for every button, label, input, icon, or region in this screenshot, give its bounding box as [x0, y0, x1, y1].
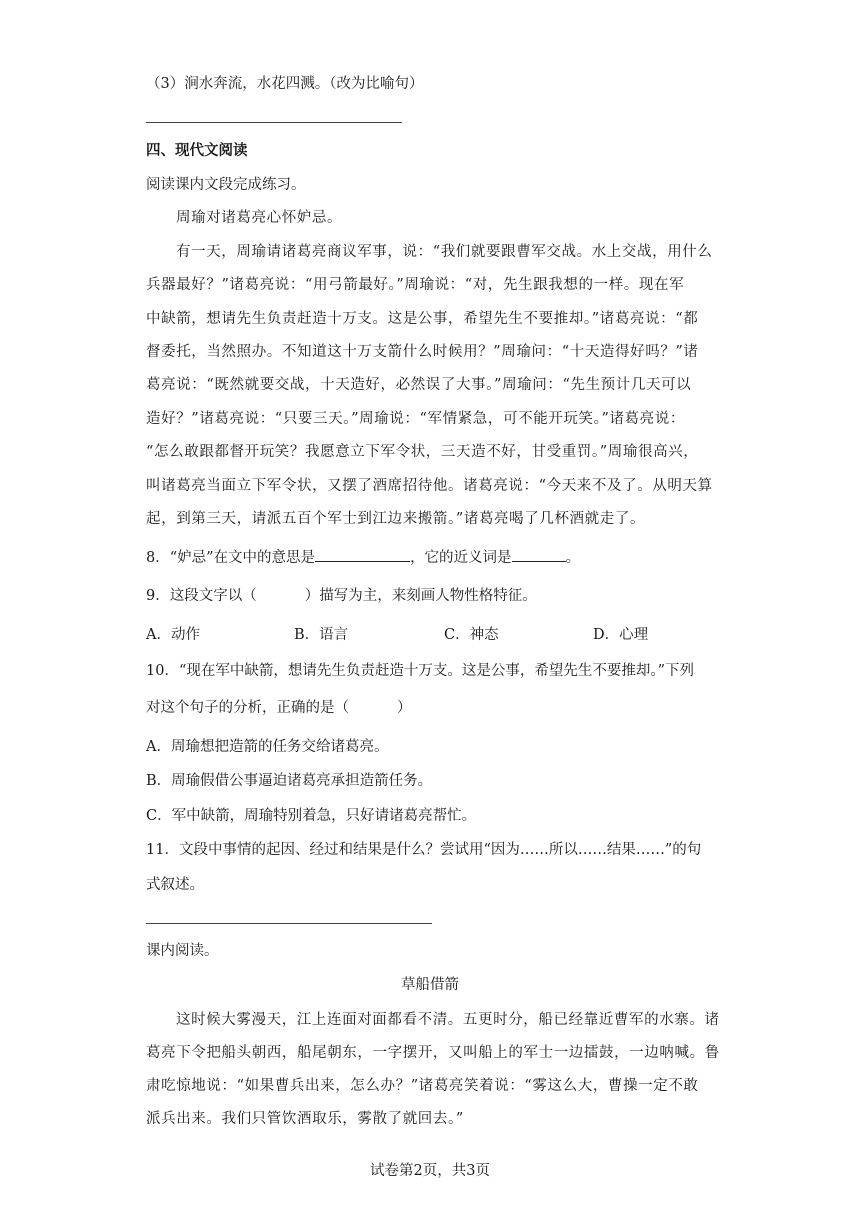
- question-10-line2: [146, 698, 412, 718]
- question-8-text: 8．“妒忌”在文中的意思是: [146, 550, 316, 566]
- answer-line[interactable]: [146, 923, 432, 924]
- question-10-text: ）: [397, 700, 412, 716]
- passage-line: 中缺箭，想请先生负责赶造十万支。这是公事，希望先生不要推却。”诸葛亮说：“都: [146, 311, 699, 327]
- question-8-text: 。: [565, 550, 581, 566]
- question-9-text: 9．这段文字以（: [146, 588, 257, 604]
- question-11-line2: 式叙述。: [146, 877, 204, 893]
- passage-line: 周瑜对诸葛亮心怀妒忌。: [176, 210, 343, 226]
- option-a[interactable]: A．动作: [146, 627, 200, 643]
- passage-line: 派兵出来。我们只管饮酒取乐，雾散了就回去。”: [146, 1111, 464, 1127]
- question-9: [146, 586, 537, 606]
- instruction: 阅读课内文段完成练习。: [146, 177, 306, 193]
- question-10-text: 对这个句子的分析，正确的是（: [146, 700, 349, 716]
- page-footer: 试卷第2页，共3页: [370, 1163, 490, 1179]
- option-b[interactable]: B．语言: [294, 627, 349, 643]
- question-10-line1: 10．“现在军中缺箭，想请先生负责赶造十万支。这是公事，希望先生不要推却。”下列: [146, 663, 695, 679]
- question-9-text: ）描写为主，来刻画人物性格特征。: [304, 588, 537, 604]
- passage-line: 起，到第三天，请派五百个军士到江边来搬箭。”诸葛亮喝了几杯酒就走了。: [146, 511, 646, 527]
- passage-line: “怎么敢跟都督开玩笑？我愿意立下军令状，三天造不好，甘受重罚。”周瑜很高兴，: [146, 444, 699, 460]
- passage-line: 肃吃惊地说：“如果曹兵出来，怎么办？”诸葛亮笑着说：“雾这么大，曹操一定不敢: [146, 1078, 699, 1094]
- instruction: 课内阅读。: [146, 943, 219, 959]
- question-8-text: ，它的近义词是: [410, 550, 512, 566]
- question-8: [146, 547, 580, 568]
- passage-title: 草船借箭: [401, 977, 459, 993]
- question-11-line1: 11．文段中事情的起因、经过和结果是什么？尝试用“因为……所以……结果……”的句: [146, 842, 702, 858]
- passage-line: 兵器最好？”诸葛亮说：“用弓箭最好。”周瑜说：“对，先生跟我想的一样。现在军: [146, 277, 685, 293]
- passage-line: 督委托，当然照办。不知道这十万支箭什么时候用？”周瑜问：“十天造得好吗？”诸: [146, 344, 699, 360]
- answer-blank[interactable]: [315, 547, 410, 562]
- passage-line: 叫诸葛亮当面立下军令状，又摆了酒席招待他。诸葛亮说：“今天来不及了。从明天算: [146, 478, 713, 494]
- passage-line: 葛亮说：“既然就要交战，十天造好，必然误了大事。”周瑜问：“先生预计几天可以: [146, 377, 692, 393]
- option-b[interactable]: B．周瑜假借公事逼迫诸葛亮承担造箭任务。: [146, 773, 433, 789]
- passage-line: 这时候大雾漫天，江上连面对面都看不清。五更时分，船已经靠近曹军的水寨。诸: [176, 1012, 720, 1028]
- option-a[interactable]: A．周瑜想把造箭的任务交给诸葛亮。: [146, 739, 389, 755]
- question-9-options: [146, 625, 706, 645]
- question-3-item: （3）涧水奔流，水花四溅。（改为比喻句）: [146, 76, 424, 92]
- passage-line: 造好？”诸葛亮说：“只要三天。”周瑜说：“军情紧急，可不能开玩笑。”诸葛亮说：: [146, 411, 685, 427]
- answer-blank[interactable]: [512, 547, 566, 562]
- passage-line: 有一天，周瑜请诸葛亮商议军事，说：“我们就要跟曹军交战。水上交战，用什么: [176, 244, 713, 260]
- answer-line[interactable]: [146, 122, 402, 123]
- option-d[interactable]: D．心理: [593, 627, 649, 643]
- option-c[interactable]: C．军中缺箭，周瑜特别着急，只好请诸葛亮帮忙。: [146, 808, 477, 824]
- passage-line: 葛亮下令把船头朝西，船尾朝东，一字摆开，又叫船上的军士一边擂鼓，一边呐喊。鲁: [146, 1045, 720, 1061]
- section-title: 四、现代文阅读: [146, 142, 248, 159]
- option-c[interactable]: C．神态: [444, 627, 499, 643]
